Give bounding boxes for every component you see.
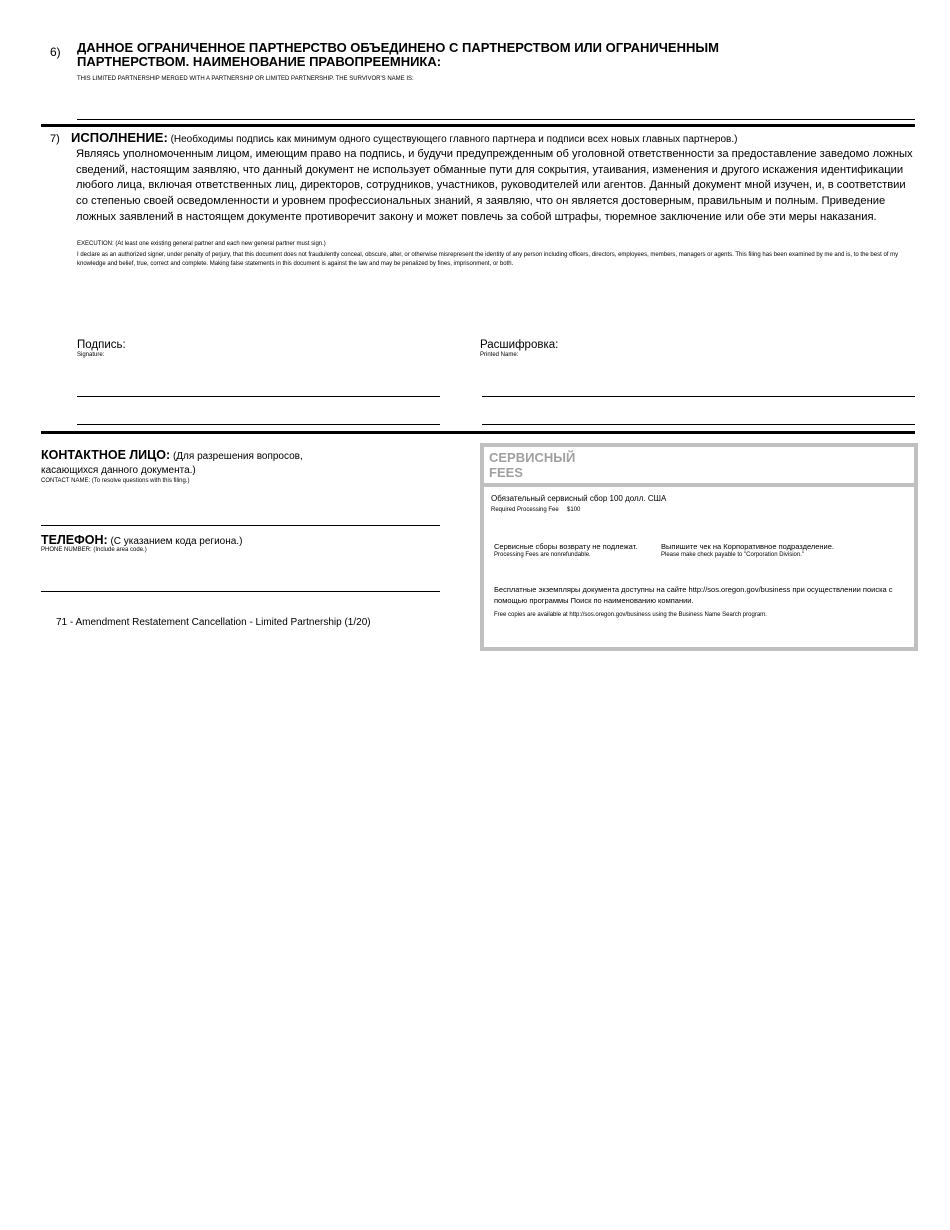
signature-line-2 (77, 424, 440, 425)
survivor-name-line (77, 119, 915, 120)
signature-field-1[interactable] (77, 376, 440, 396)
phone-line (41, 591, 440, 592)
section-divider-2 (41, 431, 915, 434)
section-7-heading (71, 130, 737, 145)
printed-name-field-1[interactable] (482, 376, 915, 396)
execution-title: ИСПОЛНЕНИЕ: (71, 130, 168, 145)
check-payable-en: Please make check payable to "Corporation Division." (661, 552, 804, 558)
execution-declaration: Являясь уполномоченным лицом, имеющим право на подпись, и будучи предупрежденным об уголовной ответственности за предоставление заведомо ложных сведений, настоящим заявляю, что данный документ не использует обманные пути для сокрытия, утаивания, изменения и другого искажения идентификации любого лица, включая ответственных лиц, директоров, сотрудников, участников, руководителей или агентов. Данный документ мной изучен, и, в соответствии со степенью своей осведомленности и уровнем профессиональных знаний, я заявляю, что он является достоверным, правильным и полным. Приведение ложных заявлений в настоящем документе противоречит закону и может повлечь за собой штрафы, тюремное заключение или обе эти меры наказания. (76, 148, 913, 223)
printed-name-line-1 (482, 396, 915, 397)
survivor-name-field[interactable] (77, 100, 915, 118)
phone-number-field[interactable] (41, 571, 440, 590)
fees-title: СЕРВИСНЫЙ FEES (489, 450, 576, 480)
phone-sublabel: PHONE NUMBER: (Include area code.) (41, 547, 147, 553)
nonrefundable-ru: Сервисные сборы возврату не подлежат. (494, 542, 638, 551)
required-fee-ru: Обязательный сервисный сбор 100 долл. США (491, 494, 667, 503)
execution-note: (Необходимы подпись как минимум одного существующего главного партнера и подписи всех новых главных партнеров.) (170, 134, 738, 145)
fees-box (480, 443, 918, 651)
signature-sublabel: Signature: (77, 352, 105, 358)
contact-name-field[interactable] (41, 505, 440, 524)
signature-field-2[interactable] (77, 405, 440, 424)
free-copies-ru: Бесплатные экземпляры документа доступны на сайте http://sos.oregon.gov/business при осуществлении поиска с помощью программы Поиск по наименованию компании. (494, 585, 893, 605)
check-payable-ru: Выпишите чек на Корпоративное подразделение. (661, 542, 835, 551)
phone-note: (С указанием кода региона.) (110, 536, 243, 547)
section-6-number: 6) (50, 45, 61, 59)
signature-line-1 (77, 396, 440, 397)
phone-title: ТЕЛЕФОН: (41, 533, 108, 547)
contact-sublabel: CONTACT NAME: (To resolve questions with this filing.) (41, 478, 190, 484)
fees-header (484, 447, 914, 487)
execution-en-heading: EXECUTION: (At least one existing general partner and each new general partner must sign.) (77, 241, 326, 247)
section-divider (41, 124, 915, 127)
printed-name-sublabel: Printed Name: (480, 352, 519, 358)
contact-heading (41, 448, 331, 478)
form-footer: 71 - Amendment Restatement Cancellation - Limited Partnership (1/20) (56, 617, 371, 628)
section-7-number: 7) (50, 133, 60, 145)
printed-name-line-2 (482, 424, 915, 425)
phone-heading (41, 533, 242, 547)
execution-en-body: I declare as an authorized signer, under penalty of perjury, that this document does not fraudulently conceal, obscure, alter, or otherwise misrepresent the identity of any person including officers, directors, employees, members, managers or agents. This filing has been examined by me and is, to the best of my knowledge and belief, true, correct and complete. Making false statements in this document is against the law and may be penalized by fines, imprisonment, or both. (77, 252, 899, 267)
contact-title: КОНТАКТНОЕ ЛИЦО: (41, 448, 171, 462)
free-copies-en: Free copies are available at http://sos.oregon.gov/business using the Business Name Search program. (494, 612, 767, 618)
contact-line (41, 525, 440, 526)
printed-name-label: Расшифровка: (480, 339, 559, 351)
section-6-title: ДАННОЕ ОГРАНИЧЕННОЕ ПАРТНЕРСТВО ОБЪЕДИНЕНО С ПАРТНЕРСТВОМ ИЛИ ОГРАНИЧЕННЫМ ПАРТНЕРСТВОМ. НАИМЕНОВАНИЕ ПРАВОПРЕЕМНИКА: (77, 40, 719, 69)
required-fee-en: Required Processing Fee $100 (491, 507, 581, 513)
printed-name-field-2[interactable] (482, 405, 915, 424)
section-6-subtitle: THIS LIMITED PARTNERSHIP MERGED WITH A PARTNERSHIP OR LIMITED PARTNERSHIP. THE SURVIVOR'S NAME IS: (77, 76, 414, 82)
nonrefundable-en: Processing Fees are nonrefundable. (494, 552, 591, 558)
contact-note: (Для разрешения вопросов, касающихся данного документа.) (41, 451, 303, 476)
signature-label: Подпись: (77, 339, 126, 351)
